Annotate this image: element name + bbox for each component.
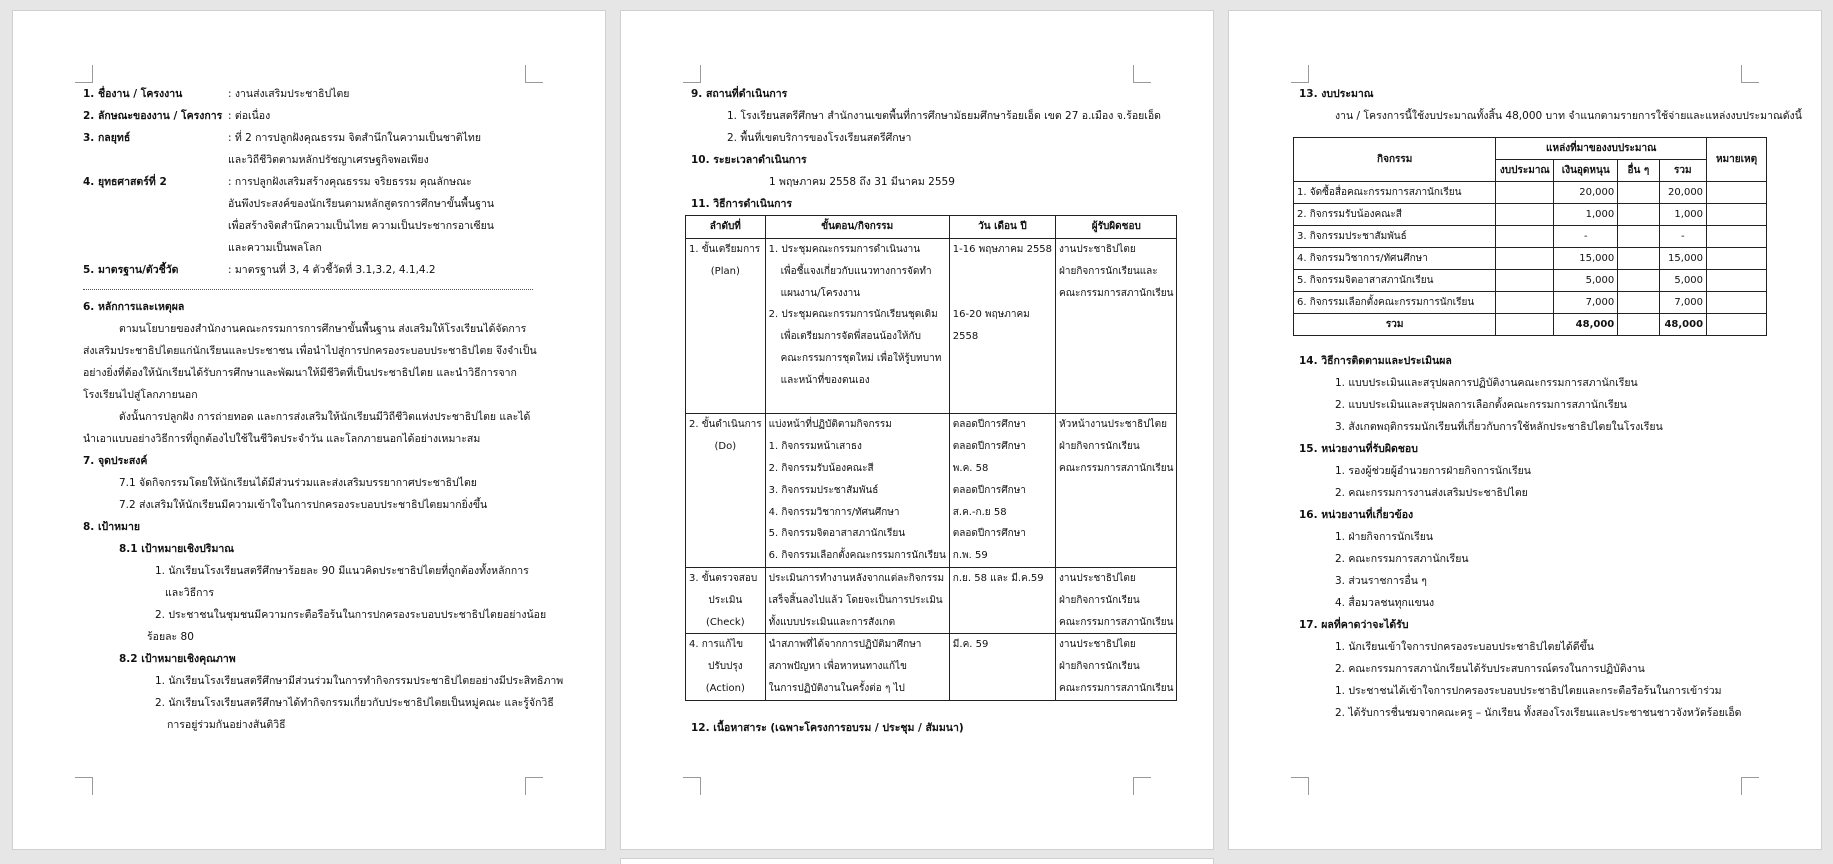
table-cell-line: 6. กิจกรรมเลือกตั้งคณะกรรมการนักเรียน — [768, 550, 946, 562]
project-info-value: : การปลูกฝังเสริมสร้างคุณธรรม จริยธรรม คุณลักษณะ — [228, 176, 472, 188]
table-cell — [949, 567, 1055, 633]
project-info-row — [83, 105, 545, 127]
table-cell-line — [689, 304, 762, 326]
table-cell-line — [689, 523, 762, 545]
table-cell — [1056, 567, 1177, 633]
table-cell-line: ทั้งแบบประเมินและการสังเกต — [768, 616, 896, 628]
project-info-row — [83, 83, 545, 105]
table-cell-line: คณะกรรมการชุดใหม่ เพื่อให้รู้บทบาท — [780, 352, 942, 364]
budget-row — [1294, 204, 1767, 226]
section-14-item: 2. แบบประเมินและสรุปผลการเลือกตั้งคณะกรรมการสภานักเรียน — [1335, 399, 1627, 411]
table-cell-line: 2. ขั้นดำเนินการ — [689, 419, 762, 431]
budget-cell — [1707, 314, 1767, 336]
table-cell — [949, 239, 1055, 414]
budget-cell-name: 1. จัดซื้อสื่อคณะกรรมการสภานักเรียน — [1294, 182, 1496, 204]
table-cell-line: 2. ประชุมคณะกรรมการนักเรียนชุดเดิม — [768, 309, 938, 321]
section-7-title: 7. จุดประสงค์ — [83, 455, 148, 467]
table-cell-line — [1059, 348, 1173, 370]
table-cell-line — [1059, 502, 1173, 524]
table-row — [686, 414, 1177, 568]
budget-row — [1294, 248, 1767, 270]
budget-cell-other — [1618, 204, 1659, 226]
section-7-item: 7.1 จัดกิจกรรมโดยให้นักเรียนได้มีส่วนร่วมและส่งเสริมบรรยากาศประชาธิปไตย — [119, 477, 477, 489]
table-cell-line: ฝ่ายกิจการนักเรียน — [1059, 594, 1140, 606]
table-row — [686, 567, 1177, 633]
project-info-label — [83, 215, 228, 237]
table-cell — [765, 239, 949, 414]
budget-cell-budget — [1496, 292, 1554, 314]
budget-cell-total: 1,000 — [1659, 204, 1707, 226]
section-9-item: 2. พื้นที่เขตบริการของโรงเรียนสตรีศึกษา — [727, 132, 912, 144]
section-9-title: 9. สถานที่ดำเนินการ — [691, 88, 788, 100]
table-cell-line: สภาพปัญหา เพื่อหาหนทางแก้ไข — [768, 661, 907, 673]
budget-cell-subsidy: 15,000 — [1554, 248, 1618, 270]
section-7-item: 7.2 ส่งเสริมให้นักเรียนมีความเข้าใจในการปกครองระบอบประชาธิปไตยมากยิ่งขึ้น — [119, 499, 488, 511]
table-cell-line: แผนงาน/โครงงาน — [780, 287, 861, 299]
budget-cell-remark — [1707, 248, 1767, 270]
project-info-value: อันพึงประสงค์ของนักเรียนตามหลักสูตรการศึกษาขั้นพื้นฐาน — [228, 198, 495, 210]
table-cell-line — [1059, 545, 1173, 567]
budget-cell-other — [1618, 182, 1659, 204]
table-cell-line — [953, 370, 1052, 392]
table-cell-line: (Plan) — [710, 265, 740, 277]
project-info-row — [83, 193, 545, 215]
table-cell-line: 1. ขั้นเตรียมการ — [689, 244, 761, 255]
section-8-2-line: 1. นักเรียนโรงเรียนสตรีศึกษามีส่วนร่วมในการทำกิจกรรมประชาธิปไตยอย่างมีประสิทธิภาพ — [155, 675, 564, 687]
document-page-2 — [620, 10, 1214, 850]
budget-row — [1294, 182, 1767, 204]
table-cell-line: 1. กิจกรรมหน้าเสาธง — [768, 441, 862, 453]
table-cell-line: เพื่อเตรียมการจัดพี่สอนน้องให้กับ — [780, 331, 921, 343]
table-cell-line: 3. กิจกรรมประชาสัมพันธ์ — [768, 484, 879, 496]
page-2-content — [691, 83, 1173, 739]
section-16-item: 1. ฝ่ายกิจการนักเรียน — [1335, 531, 1434, 543]
table-cell-line: คณะกรรมการสภานักเรียน — [1059, 287, 1174, 299]
budget-total-label: รวม — [1294, 314, 1496, 336]
budget-header-sources: แหล่งที่มาของงบประมาณ — [1496, 138, 1707, 160]
section-17-item: 2. ได้รับการชื่นชมจากคณะครู – นักเรียน ทั้งสองโรงเรียนและประชาชนชาวจังหวัดร้อยเอ็ด — [1335, 707, 1742, 719]
table-header: ผู้รับผิดชอบ — [1056, 216, 1177, 239]
table-cell-line: (Action) — [705, 682, 745, 694]
dotted-divider — [83, 289, 533, 290]
project-info-row — [83, 259, 545, 281]
budget-cell-remark — [1707, 292, 1767, 314]
table-cell-line: ฝ่ายกิจการนักเรียนและ — [1059, 265, 1158, 277]
budget-cell-remark — [1707, 226, 1767, 248]
table-cell-line: ฝ่ายกิจการนักเรียน — [1059, 661, 1140, 673]
section-14-item: 1. แบบประเมินและสรุปผลการปฏิบัติงานคณะกรรมการสภานักเรียน — [1335, 377, 1638, 389]
crop-mark — [1133, 777, 1151, 795]
project-info-value: : งานส่งเสริมประชาธิปไตย — [228, 88, 350, 100]
table-cell-line — [1059, 523, 1173, 545]
table-header-row — [686, 216, 1177, 239]
table-cell-line: 4. การแก้ไข — [689, 639, 744, 651]
table-cell-line — [689, 458, 762, 480]
budget-cell-other — [1618, 270, 1659, 292]
crop-mark — [525, 65, 543, 83]
section-9-item: 1. โรงเรียนสตรีศึกษา สำนักงานเขตพื้นที่การศึกษามัธยมศึกษาร้อยเอ็ด เขต 27 อ.เมือง จ.ร้อยเอ็ด — [727, 110, 1161, 122]
budget-total-row — [1294, 314, 1767, 336]
table-cell-line: ก.ย. 58 และ มี.ค.59 — [952, 572, 1044, 584]
crop-mark — [1291, 777, 1309, 795]
budget-table — [1293, 137, 1767, 336]
page-1-content — [83, 83, 564, 736]
table-cell-line: ตลอดปีการศึกษา — [952, 419, 1026, 431]
project-info-label: 3. กลยุทธ์ — [83, 132, 131, 144]
table-cell — [1056, 239, 1177, 414]
table-cell-line: งานประชาธิปไตย — [1059, 244, 1136, 255]
table-cell-line — [953, 656, 1052, 678]
table-cell-line: คณะกรรมการสภานักเรียน — [1059, 682, 1174, 694]
budget-cell-subsidy: 7,000 — [1554, 292, 1618, 314]
section-15-item: 2. คณะกรรมการงานส่งเสริมประชาธิปไตย — [1335, 487, 1528, 499]
table-cell-line: มี.ค. 59 — [952, 639, 989, 651]
table-header: ขั้นตอน/กิจกรรม — [765, 216, 949, 239]
section-6-line: ส่งเสริมประชาธิปไตยแก่นักเรียนและประชาชน เพื่อนำไปสู่การปกครองระบอบประชาธิปไตย จึงจำเป็น — [83, 345, 537, 357]
section-12-title: 12. เนื้อหาสาระ (เฉพาะโครงการอบรม / ประชุม / สัมมนา) — [691, 721, 964, 734]
table-cell-line — [689, 480, 762, 502]
budget-cell-total: 20,000 — [1659, 182, 1707, 204]
table-cell-line — [953, 612, 1052, 634]
table-cell-line — [689, 545, 762, 567]
budget-cell-budget — [1496, 226, 1554, 248]
project-info-block — [83, 83, 545, 281]
budget-cell-budget — [1496, 270, 1554, 292]
crop-mark — [75, 777, 93, 795]
table-cell-line — [953, 678, 1052, 700]
table-cell-line — [689, 348, 762, 370]
project-info-row — [83, 127, 545, 149]
crop-mark — [525, 777, 543, 795]
table-cell-line — [689, 502, 762, 524]
budget-subheader: อื่น ๆ — [1618, 160, 1659, 182]
table-cell-line: 2558 — [952, 331, 979, 343]
table-cell-line: 1-16 พฤษภาคม 2558 — [952, 244, 1053, 255]
project-info-value: : ต่อเนื่อง — [228, 110, 271, 122]
budget-cell-total: 7,000 — [1659, 292, 1707, 314]
table-cell — [949, 414, 1055, 568]
section-6-line: ตามนโยบายของสำนักงานคณะกรรมการการศึกษาขั้นพื้นฐาน ส่งเสริมให้โรงเรียนได้จัดการ — [119, 323, 527, 335]
table-cell-line: ก.พ. 59 — [952, 550, 988, 562]
project-info-value: และวิถีชีวิตตามหลักปรัชญาเศรษฐกิจพอเพียง — [228, 154, 429, 166]
budget-cell-total: 5,000 — [1659, 270, 1707, 292]
table-cell-line: พ.ค. 58 — [952, 462, 989, 474]
table-cell-line: ส.ค.-ก.ย 58 — [952, 506, 1007, 518]
budget-total-sum: 48,000 — [1659, 314, 1707, 336]
section-8-1-line: 2. ประชาชนในชุมชนมีความกระตือรือร้นในการปกครองระบอบประชาธิปไตยอย่างน้อย — [155, 609, 547, 621]
crop-mark — [1291, 65, 1309, 83]
project-info-label: 5. มาตรฐาน/ตัวชี้วัด — [83, 264, 179, 276]
budget-cell-remark — [1707, 182, 1767, 204]
section-17-item: 1. ประชาชนได้เข้าใจการปกครองระบอบประชาธิปไตยและกระตือรือร้นในการเข้าร่วม — [1335, 685, 1722, 697]
project-info-label — [83, 193, 228, 215]
section-11-title: 11. วิธีการดำเนินการ — [691, 198, 793, 210]
section-17-item: 1. นักเรียนเข้าใจการปกครองระบอบประชาธิปไตยได้ดีขึ้น — [1335, 641, 1594, 653]
table-cell-line: 16-20 พฤษภาคม — [952, 309, 1030, 321]
table-cell — [686, 414, 766, 568]
section-15-item: 1. รองผู้ช่วยผู้อำนวยการฝ่ายกิจการนักเรียน — [1335, 465, 1531, 477]
section-8-2-line: การอยู่ร่วมกันอย่างสันติวิธี — [167, 719, 286, 731]
project-info-value: : ที่ 2 การปลูกฝังคุณธรรม จิตสำนึกในความเป็นชาติไทย — [228, 132, 481, 144]
budget-row — [1294, 270, 1767, 292]
section-13-text: งาน / โครงการนี้ใช้งบประมาณทั้งสิ้น 48,000 บาท จำแนกตามรายการใช้จ่ายและแหล่งงบประมาณดังนี้ — [1335, 110, 1802, 122]
section-8-1-title: 8.1 เป้าหมายเชิงปริมาณ — [119, 543, 235, 555]
budget-total-subsidy: 48,000 — [1554, 314, 1618, 336]
table-cell-line: 3. ขั้นตรวจสอบ — [689, 572, 758, 584]
table-cell-line: คณะกรรมการสภานักเรียน — [1059, 462, 1174, 474]
crop-mark — [1741, 65, 1759, 83]
document-page-4-edge — [620, 858, 1214, 864]
crop-mark — [683, 65, 701, 83]
budget-cell-remark — [1707, 204, 1767, 226]
budget-cell — [1496, 314, 1554, 336]
budget-cell-subsidy: 5,000 — [1554, 270, 1618, 292]
table-cell — [765, 634, 949, 700]
table-cell-line: งานประชาธิปไตย — [1059, 639, 1136, 651]
budget-cell-budget — [1496, 204, 1554, 226]
section-10-title: 10. ระยะเวลาดำเนินการ — [691, 154, 807, 166]
table-cell-line — [689, 283, 762, 305]
table-cell — [765, 567, 949, 633]
page-3-content — [1299, 83, 1811, 724]
project-info-value: : มาตรฐานที่ 3, 4 ตัวชี้วัดที่ 3.1,3.2, 4.1,4.2 — [228, 264, 436, 276]
section-16-title: 16. หน่วยงานที่เกี่ยวข้อง — [1299, 509, 1414, 521]
project-info-label — [83, 149, 228, 171]
table-cell-line: เสร็จสิ้นลงไปแล้ว โดยจะเป็นการประเมิน — [768, 594, 943, 606]
table-cell-line — [1059, 370, 1173, 392]
table-cell-line: (Check) — [706, 616, 745, 628]
section-6-line: โรงเรียนไปสู่โลกภายนอก — [83, 389, 198, 401]
table-cell-line — [1059, 480, 1173, 502]
table-cell-line: แบ่งหน้าที่ปฏิบัติตามกิจกรรม — [768, 419, 892, 431]
table-cell-line — [1059, 326, 1173, 348]
table-cell-line: ประเมิน — [708, 594, 743, 606]
table-cell-line: งานประชาธิปไตย — [1059, 572, 1136, 584]
budget-cell-subsidy: 20,000 — [1554, 182, 1618, 204]
project-info-row — [83, 171, 545, 193]
table-cell-line — [953, 261, 1052, 283]
budget-header-activity: กิจกรรม — [1294, 138, 1496, 182]
table-cell-line: 1. ประชุมคณะกรรมการดำเนินงาน — [768, 244, 921, 255]
document-page-3 — [1228, 10, 1822, 850]
table-cell — [686, 239, 766, 414]
table-row — [686, 634, 1177, 700]
table-cell — [686, 567, 766, 633]
procedure-table — [685, 215, 1177, 701]
section-8-title: 8. เป้าหมาย — [83, 521, 140, 533]
budget-cell-budget — [1496, 248, 1554, 270]
budget-cell-total: - — [1659, 226, 1707, 248]
table-cell — [1056, 414, 1177, 568]
section-14-item: 3. สังเกตพฤติกรรมนักเรียนที่เกี่ยวกับการใช้หลักประชาธิปไตยในโรงเรียน — [1335, 421, 1663, 433]
budget-cell-name: 4. กิจกรรมวิชาการ/ทัศนศึกษา — [1294, 248, 1496, 270]
project-info-row — [83, 149, 545, 171]
section-8-2-line: 2. นักเรียนโรงเรียนสตรีศึกษาได้ทำกิจกรรมเกี่ยวกับประชาธิปไตยเป็นหมู่คณะ และรู้จักวิธี — [155, 697, 554, 709]
section-13-title: 13. งบประมาณ — [1299, 88, 1374, 100]
table-cell — [949, 634, 1055, 700]
section-16-item: 3. ส่วนราชการอื่น ๆ — [1335, 575, 1427, 587]
table-cell — [686, 634, 766, 700]
table-cell — [1056, 634, 1177, 700]
table-cell-line: ประเมินการทำงานหลังจากแต่ละกิจกรรม — [768, 572, 945, 584]
budget-cell-other — [1618, 248, 1659, 270]
table-cell-line: ในการปฏิบัติงานในครั้งต่อ ๆ ไป — [768, 682, 905, 694]
table-cell-line — [953, 590, 1052, 612]
table-cell-line: ปรับปรุง — [707, 661, 743, 673]
crop-mark — [683, 777, 701, 795]
table-cell-line: คณะกรรมการสภานักเรียน — [1059, 616, 1174, 628]
project-info-label: 2. ลักษณะของงาน / โครงการ — [83, 110, 223, 122]
budget-row — [1294, 292, 1767, 314]
table-cell-line: นำสภาพที่ได้จากการปฏิบัติมาศึกษา — [768, 639, 922, 651]
project-info-row — [83, 215, 545, 237]
table-cell-line: หัวหน้างานประชาธิปไตย — [1059, 419, 1167, 431]
budget-cell — [1618, 314, 1659, 336]
table-cell-line: ฝ่ายกิจการนักเรียน — [1059, 441, 1140, 453]
budget-cell-name: 2. กิจกรรมรับน้องคณะสี — [1294, 204, 1496, 226]
section-8-1-line: 1. นักเรียนโรงเรียนสตรีศึกษาร้อยละ 90 มีแนวคิดประชาธิปไตยที่ถูกต้องทั้งหลักการ — [155, 565, 529, 577]
table-cell-line — [953, 348, 1052, 370]
table-cell-line: ตลอดปีการศึกษา — [952, 528, 1026, 540]
section-6-line: อย่างยิ่งที่ต้องให้นักเรียนได้รับการศึกษาและพัฒนาให้มีชีวิตที่เป็นประชาธิปไตย และนำวิธีการจาก — [83, 367, 517, 379]
project-info-value: เพื่อสร้างจิตสำนึกความเป็นไทย ความเป็นประชากรอาเซียน — [228, 220, 494, 232]
project-info-row — [83, 237, 545, 259]
section-15-title: 15. หน่วยงานที่รับผิดชอบ — [1299, 443, 1418, 455]
section-6-title: 6. หลักการและเหตุผล — [83, 301, 185, 313]
budget-cell-subsidy: 1,000 — [1554, 204, 1618, 226]
budget-subheader: เงินอุดหนุน — [1554, 160, 1618, 182]
table-cell-line: 5. กิจกรรมจิตอาสาสภานักเรียน — [768, 528, 906, 540]
crop-mark — [1133, 65, 1151, 83]
crop-mark — [1741, 777, 1759, 795]
budget-cell-name: 6. กิจกรรมเลือกตั้งคณะกรรมการนักเรียน — [1294, 292, 1496, 314]
budget-cell-budget — [1496, 182, 1554, 204]
section-8-1-line: ร้อยละ 80 — [147, 631, 194, 643]
table-cell-line — [1059, 304, 1173, 326]
budget-subheader: รวม — [1659, 160, 1707, 182]
budget-cell-other — [1618, 226, 1659, 248]
table-cell-line: (Do) — [714, 441, 737, 453]
budget-header-remark: หมายเหตุ — [1707, 138, 1767, 182]
table-header: วัน เดือน ปี — [949, 216, 1055, 239]
table-cell-line — [689, 326, 762, 348]
table-cell-line: ตลอดปีการศึกษา — [952, 484, 1026, 496]
section-16-item: 2. คณะกรรมการสภานักเรียน — [1335, 553, 1469, 565]
project-info-label: 1. ชื่องาน / โครงงาน — [83, 88, 183, 100]
table-cell-line — [689, 392, 762, 414]
table-cell-line: ตลอดปีการศึกษา — [952, 441, 1026, 453]
table-row — [686, 239, 1177, 414]
budget-row — [1294, 226, 1767, 248]
budget-cell-remark — [1707, 270, 1767, 292]
table-header: ลำดับที่ — [686, 216, 766, 239]
table-cell-line — [689, 370, 762, 392]
budget-subheader: งบประมาณ — [1496, 160, 1554, 182]
section-16-item: 4. สื่อมวลชนทุกแขนง — [1335, 597, 1435, 609]
section-17-item: 2. คณะกรรมการสภานักเรียนได้รับประสบการณ์ตรงในการปฏิบัติงาน — [1335, 663, 1645, 675]
table-cell-line — [953, 283, 1052, 305]
crop-mark — [75, 65, 93, 83]
budget-cell-total: 15,000 — [1659, 248, 1707, 270]
table-cell-line: และหน้าที่ของตนเอง — [780, 374, 870, 386]
project-info-value: และความเป็นพลโลก — [228, 242, 322, 254]
section-10-date: 1 พฤษภาคม 2558 ถึง 31 มีนาคม 2559 — [769, 176, 955, 188]
section-6-line: ดังนั้นการปลูกฝัง การถ่ายทอด และการส่งเสริมให้นักเรียนมีวิถีชีวิตแห่งประชาธิปไตย และได้ — [119, 411, 531, 423]
project-info-label: 4. ยุทธศาสตร์ที่ 2 — [83, 176, 167, 188]
budget-cell-name: 3. กิจกรรมประชาสัมพันธ์ — [1294, 226, 1496, 248]
table-cell — [765, 414, 949, 568]
table-cell-line: 4. กิจกรรมวิชาการ/ทัศนศึกษา — [768, 506, 900, 518]
budget-cell-subsidy: - — [1554, 226, 1618, 248]
section-6-line: นำเอาแบบอย่างวิธีการที่ถูกต้องไปใช้ในชีวิตประจำวัน และโลกภายนอกได้อย่างเหมาะสม — [83, 433, 481, 445]
section-14-title: 14. วิธีการติดตามและประเมินผล — [1299, 355, 1452, 367]
section-17-title: 17. ผลที่คาดว่าจะได้รับ — [1299, 619, 1409, 631]
budget-cell-name: 5. กิจกรรมจิตอาสาสภานักเรียน — [1294, 270, 1496, 292]
project-info-label — [83, 237, 228, 259]
section-8-1-line: และวิธีการ — [165, 587, 215, 599]
budget-cell-other — [1618, 292, 1659, 314]
section-8-2-title: 8.2 เป้าหมายเชิงคุณภาพ — [119, 653, 236, 665]
table-cell-line: เพื่อชี้แจงเกี่ยวกับแนวทางการจัดทำ — [780, 265, 932, 277]
table-cell-line: 2. กิจกรรมรับน้องคณะสี — [768, 462, 874, 474]
document-page-1 — [12, 10, 606, 850]
